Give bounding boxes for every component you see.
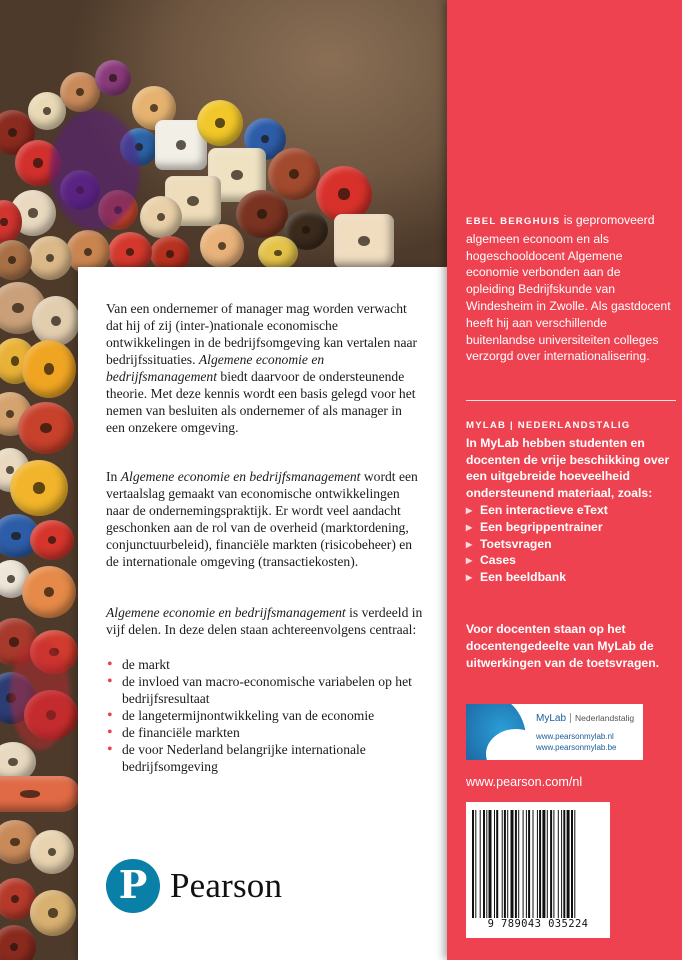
mylab-section bbox=[466, 418, 671, 586]
mylab-url-nl: www.pearsonmylab.nl bbox=[536, 732, 614, 741]
list-item: • de voor Nederland belangrijke internationale bedrijfsomgeving bbox=[106, 741, 424, 775]
list-item: ▸ Een beeldbank bbox=[466, 569, 671, 586]
list-item: ▸ Toetsvragen bbox=[466, 536, 671, 553]
author-name: EBEL BERGHUIS bbox=[466, 216, 561, 227]
back-cover-sidebar bbox=[447, 0, 682, 960]
mylab-brand: MyLab Nederlandstalig bbox=[536, 713, 635, 724]
list-item: ▸ Cases bbox=[466, 552, 671, 569]
pearson-wordmark: Pearson bbox=[170, 866, 283, 905]
pearson-p-icon: P bbox=[106, 859, 160, 913]
publisher-website: www.pearson.com/nl bbox=[466, 775, 583, 789]
isbn-number: 9 789043 035224 bbox=[487, 918, 589, 930]
approach-paragraph: In Algemene economie en bedrijfsmanagement wordt een vertaalslag gemaakt van economische ontwikkelingen naar de ondernemingspraktijk. Er wordt veel aandacht geschonken aan de rol van de overheid (marktordening, conjunctuurbeleid), financiële markten (risicobeheer) en de internationale omgeving (transactiekosten). bbox=[106, 469, 418, 569]
list-item: • de markt bbox=[106, 656, 424, 673]
structure-paragraph: Algemene economie en bedrijfsmanagement is verdeeld in vijf delen. In deze delen staan achtereenvolgens centraal: bbox=[106, 605, 423, 637]
mylab-features-list bbox=[466, 502, 671, 586]
docent-note: Voor docenten staan op het docentengedeelte van MyLab de uitwerkingen van de toetsvragen. bbox=[466, 622, 660, 670]
isbn-barcode bbox=[466, 802, 610, 938]
list-item: • de financiële markten bbox=[106, 724, 424, 741]
list-item: • de langetermijnontwikkeling van de economie bbox=[106, 707, 424, 724]
mylab-url-be: www.pearsonmylab.be bbox=[536, 743, 617, 752]
pearson-logo bbox=[106, 859, 282, 913]
list-item: ▸ Een interactieve eText bbox=[466, 502, 671, 519]
mylab-intro: In MyLab hebben studenten en docenten de vrije beschikking over een uitgebreide hoeveelheid ondersteunend materiaal, zoals: bbox=[466, 435, 670, 501]
intro-paragraph: Van een ondernemer of manager mag worden verwacht dat hij of zij (inter-)nationale economische ontwikkelingen in de bedrijfsomgeving kan vertalen naar bedrijfssituaties. Algemene economie en bedrijfsmanagement biedt daarvoor de ondersteunende theorie. Met deze kennis wordt een basis gelegd voor het nemen van besluiten als ondernemer of als manager in een onzekere omgeving. bbox=[106, 301, 418, 435]
author-bio: EBEL BERGHUIS is gepromoveerd algemeen econoom en als hogeschooldocent Algemene economie verbonden aan de opleiding Bedrijfskunde van Windesheim in Zwolle. Als gastdocent heeft hij aan verschillende buitenlandse universiteiten colleges verzorgd over internationalisering. bbox=[466, 213, 671, 364]
mylab-logo-box bbox=[466, 704, 643, 760]
topics-list bbox=[106, 656, 424, 775]
mylab-heading: MYLAB | NEDERLANDSTALIG bbox=[466, 420, 631, 431]
list-item: ▸ Een begrippentrainer bbox=[466, 519, 671, 536]
list-item: • de invloed van macro-economische variabelen op het bedrijfsresultaat bbox=[106, 673, 424, 707]
divider bbox=[466, 400, 676, 401]
description-panel bbox=[78, 267, 447, 960]
barcode-icon bbox=[472, 810, 604, 918]
